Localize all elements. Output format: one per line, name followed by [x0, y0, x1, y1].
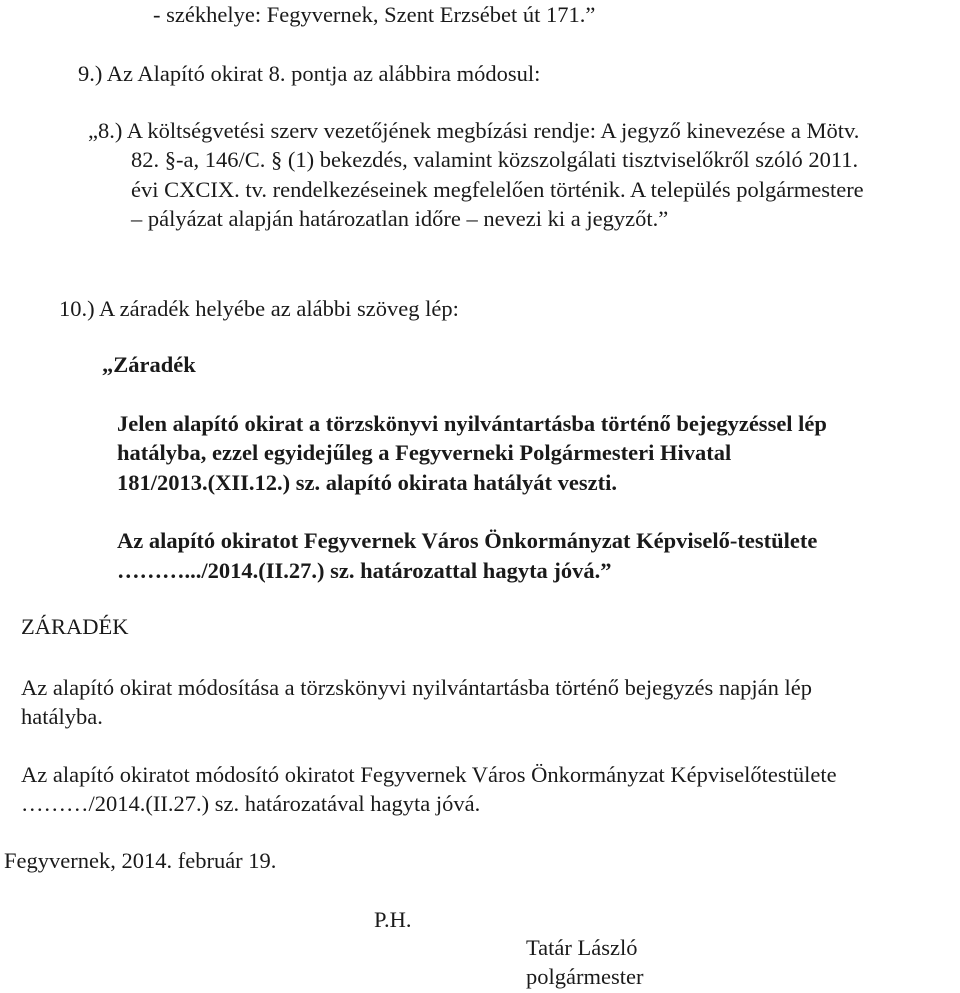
seat-line: - székhelye: Fegyvernek, Szent Erzsébet út 171.”	[153, 2, 596, 27]
item-10-heading: 10.) A záradék helyébe az alábbi szöveg lép:	[59, 296, 459, 321]
zaradek-par1-line-3: 181/2013.(XII.12.) sz. alapító okirata hatályát veszti.	[117, 470, 617, 495]
signer-title: polgármester	[526, 964, 644, 989]
place-date: Fegyvernek, 2014. február 19.	[4, 848, 277, 873]
closing-par1-line-1: Az alapító okirat módosítása a törzskönyvi nyilvántartásba történő bejegyzés napján lép	[21, 675, 813, 700]
zaradek-par1-line-1: Jelen alapító okirat a törzskönyvi nyilvántartásba történő bejegyzéssel lép	[117, 411, 827, 436]
item-8-line-3: évi CXCIX. tv. rendelkezéseinek megfelelően történik. A település polgármestere	[131, 177, 864, 202]
zaradek-par2-line-1: Az alapító okiratot Fegyvernek Város Önkormányzat Képviselő-testülete	[117, 528, 818, 553]
item-8-line-1: „8.) A költségvetési szerv vezetőjének megbízási rendje: A jegyző kinevezése a Mötv.	[88, 118, 860, 143]
closing-par1-line-2: hatályba.	[21, 704, 103, 729]
item-8-line-4: – pályázat alapján határozatlan időre – nevezi ki a jegyzőt.”	[131, 206, 669, 231]
zaradek-par1-line-2: hatályba, ezzel egyidejűleg a Fegyverneki Polgármesteri Hivatal	[117, 440, 732, 465]
closing-heading: ZÁRADÉK	[21, 614, 129, 639]
closing-par2-line-1: Az alapító okiratot módosító okiratot Fegyvernek Város Önkormányzat Képviselőtestülete	[21, 762, 837, 787]
stamp-label: P.H.	[374, 907, 412, 932]
item-9-heading: 9.) Az Alapító okirat 8. pontja az alábbira módosul:	[78, 61, 541, 86]
zaradek-heading: „Záradék	[102, 352, 196, 377]
zaradek-par2-line-2: ……….../2014.(II.27.) sz. határozattal hagyta jóvá.”	[117, 558, 612, 583]
signer-name: Tatár László	[526, 935, 638, 960]
item-8-line-2: 82. §-a, 146/C. § (1) bekezdés, valamint közszolgálati tisztviselőkről szóló 2011.	[131, 147, 859, 172]
closing-par2-line-2: ………/2014.(II.27.) sz. határozatával hagyta jóvá.	[21, 791, 481, 816]
